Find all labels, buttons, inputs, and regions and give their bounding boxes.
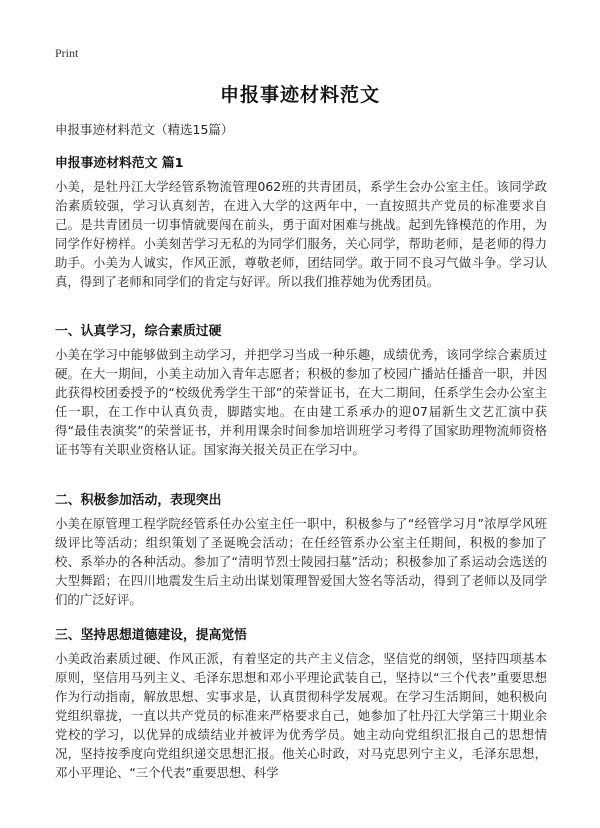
section-heading: 二、积极参加活动，表现突出 — [55, 493, 222, 508]
document-subtitle: 申报事迹材料范文（精选15篇） — [55, 122, 234, 137]
print-link[interactable]: Print — [55, 46, 79, 60]
intro-paragraph: 小美，是牡丹江大学经管系物流管理062班的共青团员，系学生会办公室主任。该同学政治素质较强，学习认真刻苦，在进入大学的这两年中，一直按照共产党员的标准要求自己。是共青团员一切事情就要闯在前头，勇于面对困难与挑战。起到先锋模范的作用，为同学作好榜样。小美刻苦学习无私的为同学们服务，关心同学，帮助老师，是老师的得力助手。小美为人诚实，作风正派，尊敬老师，团结同学。敢于同不良习气做斗争。学习认真，得到了老师和同学们的肯定与好评。所以我们推荐她为优秀团员。 — [55, 179, 547, 289]
section-paragraph: 小美政治素质过硬、作风正派，有着坚定的共产主义信念，坚信党的纲领，坚持四项基本原则，坚信用马列主义、毛泽东思想和邓小平理论武装自己，坚持以“三个代表”重要思想作为行动指南，解放思想、实事求是，认真贯彻科学发展观。在学习生活期间，她积极向党组织靠拢，一直以共产党员的标准来严格要求自己，她参加了牡丹江大学第三十期业余党校的学习，以优异的成绩结业并被评为优秀学员。她主动向党组织汇报自己的思想情况，坚持按季度向党组织递交思想汇报。他关心时政，对马克思列宁主义，毛泽东思想，邓小平理论、“三个代表”重要思想、科学 — [55, 651, 547, 780]
section-paragraph: 小美在学习中能够做到主动学习，并把学习当成一种乐趣，成绩优秀，该同学综合素质过硬。在大一期间，小美主动加入青年志愿者；积极的参加了校园广播站任播音一职，并因此获得校团委授予的“校级优秀学生干部”的荣誉证书，在大二期间，任系学生会办公室主任一职，在工作中认真负责，脚踏实地。在由建工系承办的迎07届新生文艺汇演中获得“最佳表演奖”的荣誉证书，并利用课余时间参加培训班学习考得了国家助理物流师资格证书等有关职业资格认证。国家海关报关员正在学习中。 — [55, 347, 547, 457]
page-title: 申报事迹材料范文 — [219, 84, 380, 106]
section-heading: 三、坚持思想道德建设，提高觉悟 — [55, 628, 247, 643]
article-heading: 申报事迹材料范文 篇1 — [55, 156, 184, 171]
section-paragraph: 小美在原管理工程学院经管系任办公室主任一职中，积极参与了“经管学习月”浓厚学风班级评比等活动；组织策划了圣诞晚会活动；在任经管系办公室主任期间，积极的参加了校、系举办的各种活动。参加了“清明节烈士陵园扫墓”活动；积极参加了系运动会选送的大型舞蹈；在四川地震发生后主动出谋划策理智爱国大签名等活动，得到了老师以及同学们的广泛好评。 — [55, 516, 547, 607]
section-heading: 一、认真学习，综合素质过硬 — [55, 324, 222, 339]
